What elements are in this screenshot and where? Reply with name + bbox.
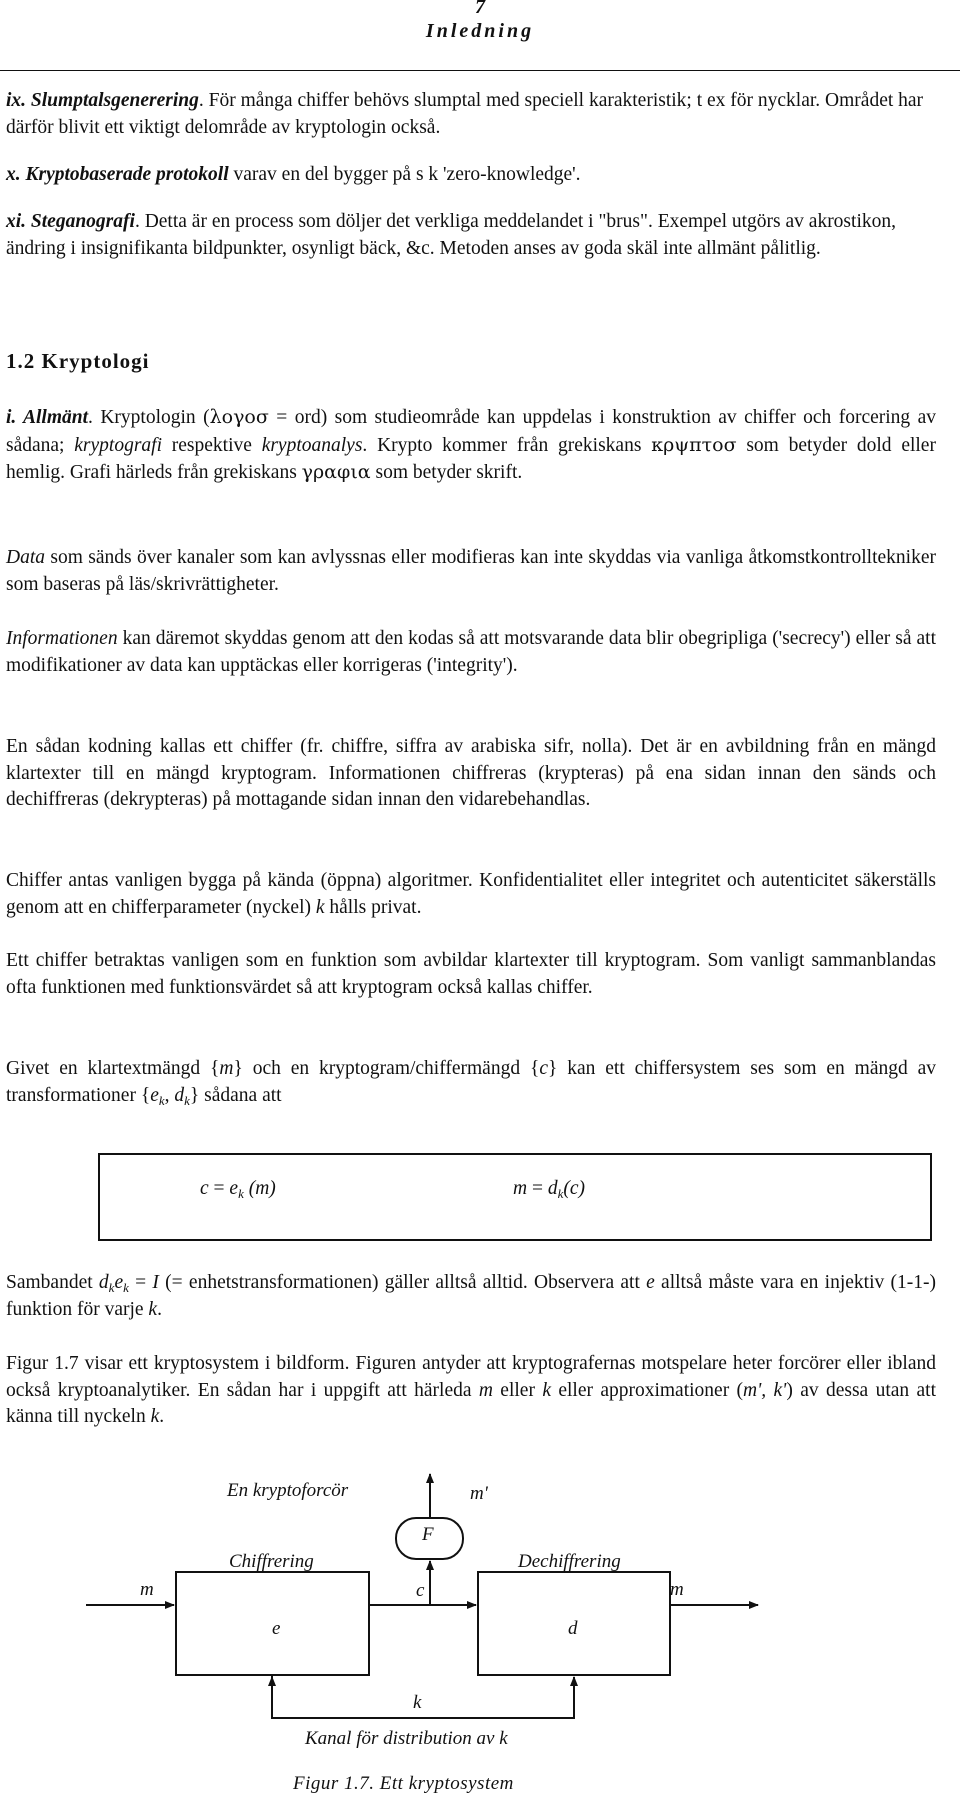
item-ix: ix. Slumptalsgenerering. För många chiffer behövs slumptal med speciell karakteristik; t ex för nycklar. Området har därför blivit ett viktigt delområde av kryptologin också. xyxy=(6,90,924,138)
item-x: x. Kryptobaserade protokoll varav en del bygger på s k 'zero-knowledge'. xyxy=(6,164,581,185)
label-e: e xyxy=(272,1618,281,1639)
label-kanal: Kanal för distribution av k xyxy=(305,1728,508,1749)
header-rule xyxy=(0,70,960,71)
paragraph-funktion: Ett chiffer betraktas vanligen som en funktion som avbildar klartexter till kryptogram. Som vanligt sammanblandas ofta funktionen med funktionsvärdet så att kryptogram också kallas chiffer. xyxy=(6,950,936,998)
label-m-out: m xyxy=(670,1579,684,1600)
label-c: c xyxy=(416,1580,425,1601)
key-channel xyxy=(272,1675,574,1718)
paragraph-kodning: En sådan kodning kallas ett chiffer (fr. chiffre, siffra av arabiska sifr, nolla). Det är en avbildning från en mängd klartexter till en mängd kryptogram. Informationen chiffreras (krypteras) på ena sidan innan den sänds och dechiffreras (dekrypteras) på mottagande sidan innan den vidarebehandlas. xyxy=(6,736,936,810)
section-heading: 1.2 Kryptologi xyxy=(6,349,150,373)
item-xi: xi. Steganografi. Detta är en process som döljer det verkliga meddelandet i "brus". Exempel utgörs av akrostikon, ändring i insignifikanta bildpunkter, osynligt bäck, &c. Metoden anses av goda skäl inte allmänt pålitlig. xyxy=(6,211,896,259)
paragraph-data: Data som sänds över kanaler som kan avlyssnas eller modifieras kan inte skyddas via vanliga åtkomstkontrolltekniker som baseras på läs/skrivrättigheter. xyxy=(6,547,936,595)
paragraph-figur: Figur 1.7 visar ett kryptosystem i bildform. Figuren antyder att kryptografernas motspelare heter forcörer eller ibland också kryptoanalytiker. En sådan har i uppgift att härleda m eller k eller approximationer (m', k') av dessa utan att känna till nyckeln k. xyxy=(6,1353,936,1427)
figure-caption: Figur 1.7. Ett kryptosystem xyxy=(293,1773,514,1794)
label-m-in: m xyxy=(140,1579,154,1600)
label-forcor: En kryptoforcör xyxy=(227,1480,349,1501)
paragraph-algoritmer: Chiffer antas vanligen bygga på kända (öppna) algoritmer. Konfidentialitet eller integritet och autenticitet säkerställs genom att en chifferparameter (nyckel) k hålls privat. xyxy=(6,870,936,918)
label-mprime: m' xyxy=(470,1483,488,1504)
label-d: d xyxy=(568,1618,578,1639)
paragraph-informationen: Informationen kan däremot skyddas genom att den kodas så att motsvarande data blir obegripliga ('secrecy') eller så att modifikationer av data kan upptäckas eller korrigeras ('integrity'). xyxy=(6,628,936,676)
paragraph-givet: Givet en klartextmängd {m} och en kryptogram/chiffermängd {c} kan ett chiffersystem ses som en mängd av transformationer {$e_k$, $d_k$} sådana att xyxy=(6,1058,937,1108)
label-F: F xyxy=(422,1524,434,1545)
label-k: k xyxy=(413,1692,422,1713)
paragraph-sambandet: Sambandet $d_ke_k = I$ (= enhetstransformationen) gäller alltså alltid. Observera att e alltså måste vara en injektiv (1-1-) funktion för varje k. xyxy=(6,1272,936,1320)
label-chiffrering: Chiffrering xyxy=(229,1551,314,1572)
equation-encrypt: $c = e_k$ (m) xyxy=(200,1178,276,1201)
paragraph-allmant: i. Allmänt. Kryptologin (λογοσ = ord) som studieområde kan uppdelas i konstruktion av chiffer och forcering av sådana; kryptografi respektive kryptoanalys. Krypto kommer från grekiskans κρψπτοσ som betyder dold eller hemlig. Grafi härleds från grekiskans γραφια som betyder skrift. xyxy=(6,406,937,483)
chapter-title: Inledning xyxy=(425,20,535,42)
label-dechiffrering: Dechiffrering xyxy=(518,1551,621,1572)
equation-decrypt: $m = d_k(c)$ xyxy=(513,1178,586,1201)
page-number: 7 xyxy=(475,0,485,18)
